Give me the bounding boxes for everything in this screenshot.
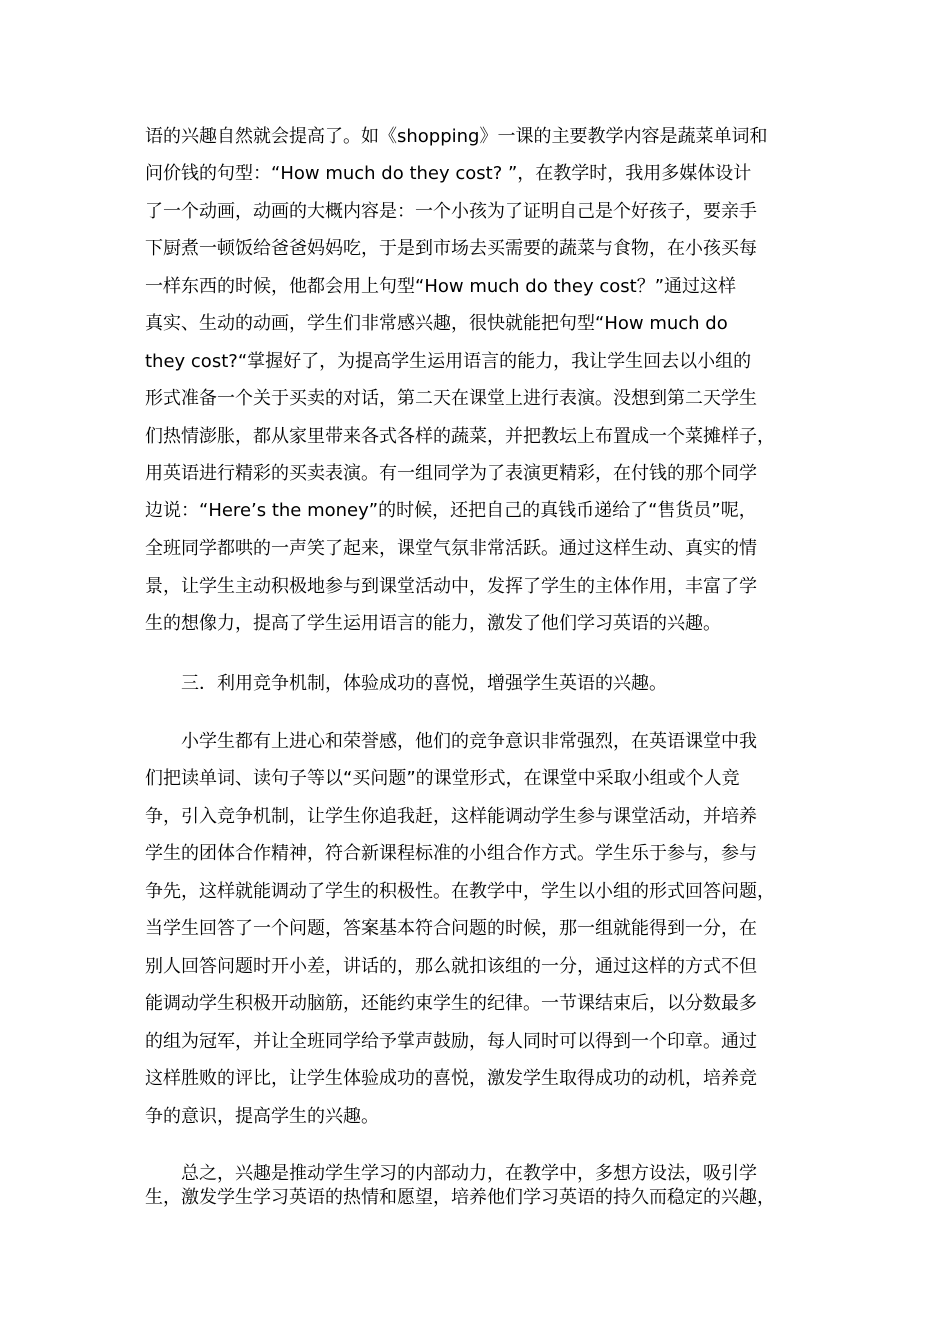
paragraph-1-line: 们热情澎胀，都从家里带来各式各样的蔬菜，并把教坛上布置成一个菜摊样子， [145,426,775,447]
paragraph-1-line: 景，让学生主动积极地参与到课堂活动中，发挥了学生的主体作用，丰富了学 [145,576,757,597]
paragraph-2-line: 学生的团体合作精神，符合新课程标准的小组合作方式。学生乐于参与，参与 [145,843,757,864]
paragraph-1-line: 问价钱的句型：“How much do they cost? ”，在教学时，我用多媒体设计 [145,163,752,184]
paragraph-3-line: 生，激发学生学习英语的热情和愿望，培养他们学习英语的持久而稳定的兴趣， [145,1187,775,1208]
paragraph-1-line: 用英语进行精彩的买卖表演。有一组同学为了表演更精彩，在付钱的那个同学 [145,463,757,484]
paragraph-1-line: 边说：“Here’s the money”的时候，还把自己的真钱币递给了“售货员”呢， [145,500,757,521]
paragraph-1-line: 一样东西的时候，他都会用上句型“How much do they cost？”通过这样 [145,276,737,297]
paragraph-2-line: 争先，这样就能调动了学生的积极性。在教学中，学生以小组的形式回答问题， [145,881,775,902]
paragraph-1-line: 形式准备一个关于买卖的对话，第二天在课堂上进行表演。没想到第二天学生 [145,388,757,409]
paragraph-1-line: 下厨煮一顿饭给爸爸妈妈吃，于是到市场去买需要的蔬菜与食物，在小孩买每 [145,238,757,259]
paragraph-1-line: 全班同学都哄的一声笑了起来，课堂气氛非常活跃。通过这样生动、真实的情 [145,538,757,559]
paragraph-2-line: 的组为冠军，并让全班同学给予掌声鼓励，每人同时可以得到一个印章。通过 [145,1031,757,1052]
paragraph-2-line: 能调动学生积极开动脑筋，还能约束学生的纪律。一节课结束后，以分数最多 [145,993,757,1014]
paragraph-2-line: 当学生回答了一个问题，答案基本符合问题的时候，那一组就能得到一分，在 [145,918,757,939]
paragraph-2-line: 们把读单词、读句子等以“买问题”的课堂形式，在课堂中采取小组或个人竞 [145,768,740,789]
paragraph-2-line: 这样胜败的评比，让学生体验成功的喜悦，激发学生取得成功的动机，培养竞 [145,1068,757,1089]
paragraph-2-line: 争，引入竞争机制，让学生你追我赶，这样能调动学生参与课堂活动，并培养 [145,806,757,827]
paragraph-2-line: 争的意识，提高学生的兴趣。 [145,1106,379,1127]
paragraph-1-line: they cost?“掌握好了，为提高学生运用语言的能力，我让学生回去以小组的 [145,351,752,372]
section-heading: 三．利用竞争机制，体验成功的喜悦，增强学生英语的兴趣。 [181,673,667,694]
paragraph-2-line: 小学生都有上进心和荣誉感，他们的竞争意识非常强烈，在英语课堂中我 [181,731,757,752]
paragraph-2-line: 别人回答问题时开小差，讲话的，那么就扣该组的一分，通过这样的方式不但 [145,956,757,977]
paragraph-1-line: 语的兴趣自然就会提高了。如《shopping》一课的主要教学内容是蔬菜单词和 [145,126,768,147]
paragraph-1-line: 了一个动画，动画的大概内容是：一个小孩为了证明自己是个好孩子，要亲手 [145,201,757,222]
paragraph-3-line: 总之，兴趣是推动学生学习的内部动力，在教学中，多想方设法，吸引学 [181,1163,757,1184]
paragraph-1-line: 生的想像力，提高了学生运用语言的能力，激发了他们学习英语的兴趣。 [145,613,721,634]
paragraph-1-line: 真实、生动的动画，学生们非常感兴趣，很快就能把句型“How much do [145,313,728,334]
